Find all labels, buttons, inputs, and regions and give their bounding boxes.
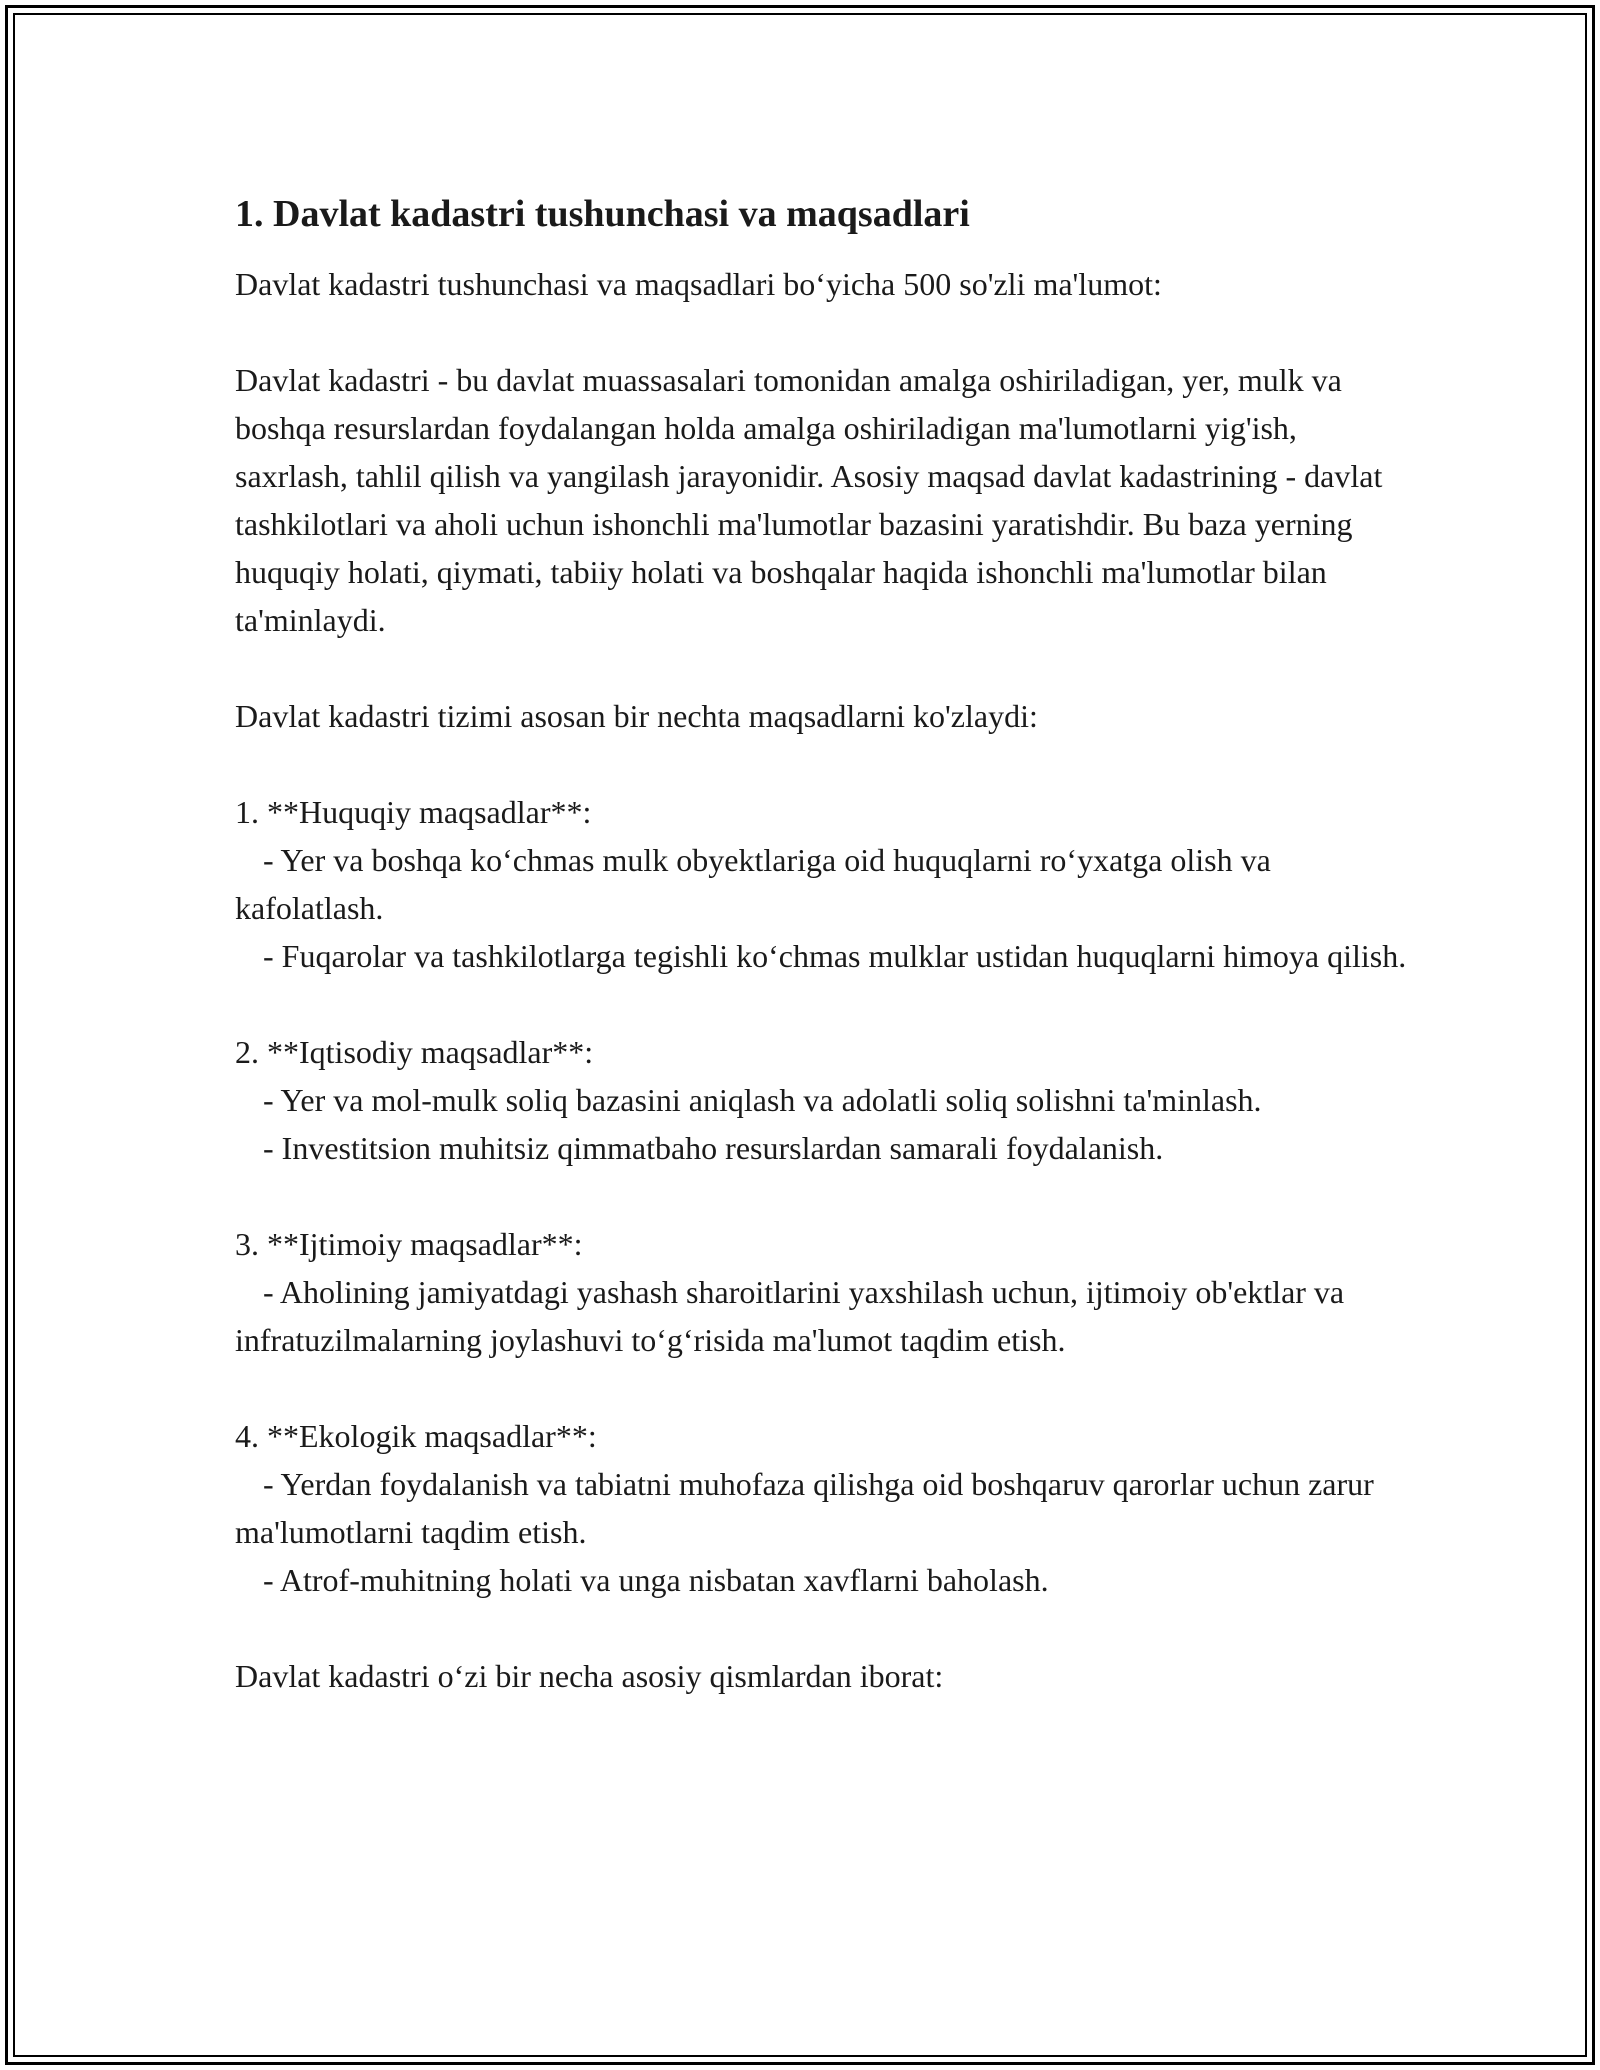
goal-title: 3. **Ijtimoiy maqsadlar**: — [235, 1226, 583, 1262]
goal-economic — [235, 1028, 1415, 1172]
goals-intro-paragraph: Davlat kadastri tizimi asosan bir nechta maqsadlarni ko'zlaydi: — [235, 698, 1038, 734]
goal-title: 1. **Huquqiy maqsadlar**: — [235, 794, 592, 830]
definition-paragraph: Davlat kadastri - bu davlat muassasalari tomonidan amalga oshiriladigan, yer, mulk va boshqa resurslardan foydalangan holda amalga oshiriladigan ma'lumotlarni yig'ish, saxrlash, tahlil qilish va yangilash jarayonidir. Asosiy maqsad davlat kadastrining - davlat tashkilotlari va aholi uchun ishonchli ma'lumotlar bazasini yaratishdir. Bu baza yerning huquqiy holati, qiymati, tabiiy holati va boshqalar haqida ishonchli ma'lumotlar bilan ta'minlaydi. — [235, 362, 1383, 638]
goal-bullet: - Yerdan foydalanish va tabiatni muhofaza qilishga oid boshqaruv qarorlar uchun zarur ma'lumotlarni taqdim etish. — [235, 1466, 1374, 1550]
goal-legal — [235, 788, 1415, 980]
goal-bullet: - Aholining jamiyatdagi yashash sharoitlarini yaxshilash uchun, ijtimoiy ob'ektlar va infratuzilmalarning joylashuvi to‘g‘risida ma'lumot taqdim etish. — [235, 1274, 1345, 1358]
goal-bullet: - Yer va boshqa ko‘chmas mulk obyektlariga oid huquqlarni ro‘yxatga olish va kafolatlash. — [235, 842, 1271, 926]
goal-bullet: - Yer va mol-mulk soliq bazasini aniqlash va adolatli soliq solishni ta'minlash. — [263, 1082, 1262, 1118]
goal-social — [235, 1220, 1415, 1364]
closing-paragraph: Davlat kadastri o‘zi bir necha asosiy qismlardan iborat: — [235, 1658, 944, 1694]
intro-paragraph: Davlat kadastri tushunchasi va maqsadlari bo‘yicha 500 so'zli ma'lumot: — [235, 266, 1162, 302]
section-heading: 1. Davlat kadastri tushunchasi va maqsadlari — [235, 193, 970, 235]
goal-title: 4. **Ekologik maqsadlar**: — [235, 1418, 597, 1454]
goal-bullet: - Fuqarolar va tashkilotlarga tegishli ko‘chmas mulklar ustidan huquqlarni himoya qilish. — [263, 938, 1407, 974]
goal-title: 2. **Iqtisodiy maqsadlar**: — [235, 1034, 594, 1070]
goal-ecological — [235, 1412, 1415, 1604]
goal-bullet: - Investitsion muhitsiz qimmatbaho resurslardan samarali foydalanish. — [263, 1130, 1164, 1166]
document-body — [235, 188, 1415, 1748]
goal-bullet: - Atrof-muhitning holati va unga nisbatan xavflarni baholash. — [263, 1562, 1049, 1598]
